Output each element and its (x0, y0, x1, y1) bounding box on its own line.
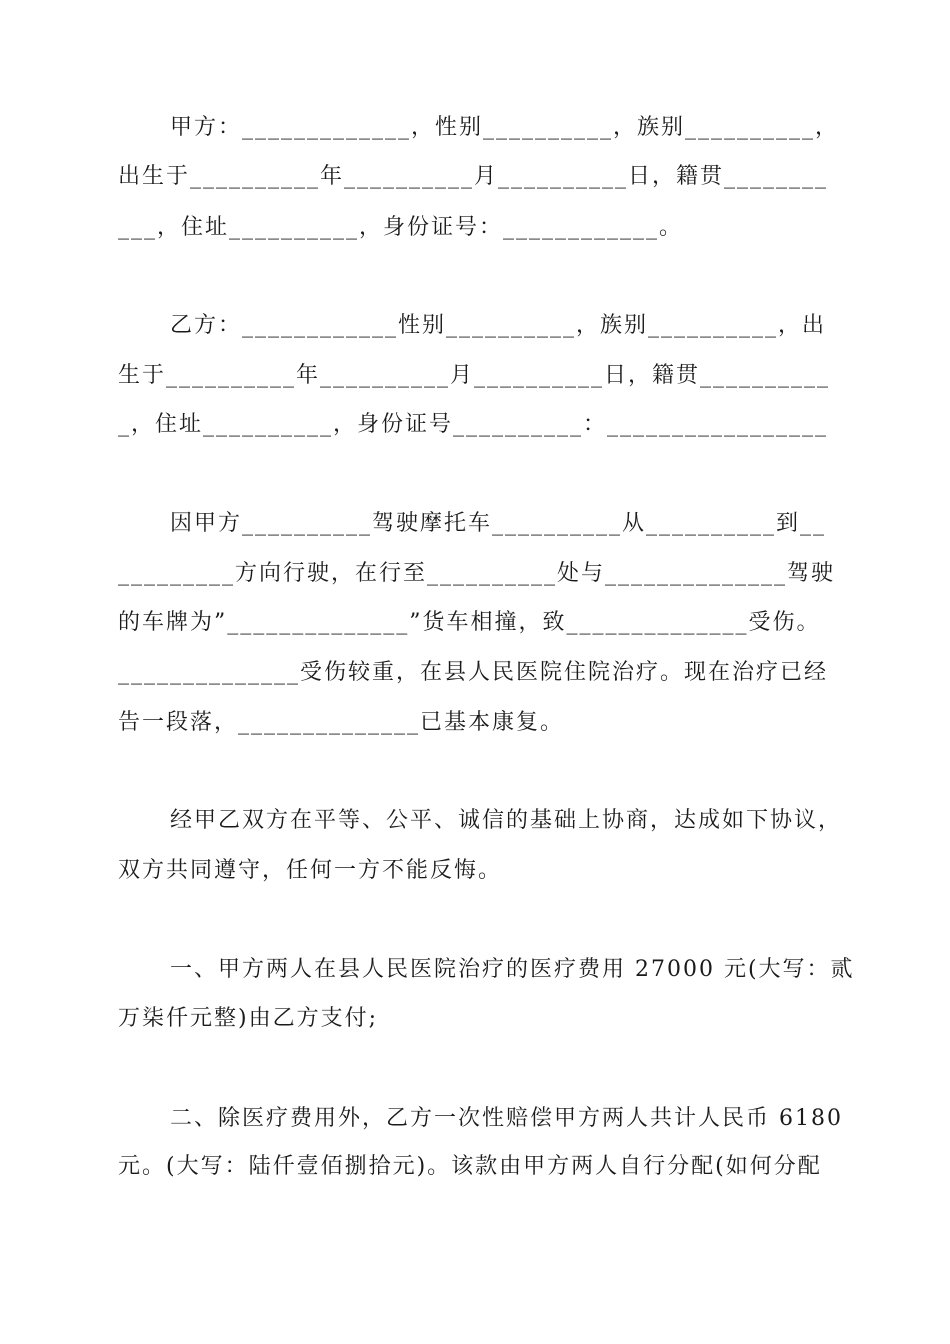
incident-line-4: ______________受伤较重，在县人民医院住院治疗。现在治疗已经 (118, 660, 829, 685)
party-b-line-2: 生于__________年__________月__________日，籍贯__________ (118, 363, 831, 388)
clause-one-line-1: 一、甲方两人在县人民医院治疗的医疗费用 27000 元(大写：贰 (170, 957, 855, 982)
party-a-line-2: 出生于__________年__________月__________日，籍贯________ (118, 164, 829, 189)
agreement-line-2: 双方共同遵守，任何一方不能反悔。 (118, 858, 503, 883)
incident-line-3: 的车牌为”______________”货车相撞，致______________受伤。 (118, 610, 821, 635)
party-a-line-1: 甲方：_____________，性别__________，族别__________， (170, 115, 840, 140)
party-b-line-1: 乙方：____________性别__________，族别__________，出 (170, 313, 827, 338)
clause-two-line-2: 元。(大写：陆仟壹佰捌拾元)。该款由甲方两人自行分配(如何分配 (118, 1154, 822, 1179)
incident-line-2: _________方向行驶，在行至__________处与______________驾驶 (118, 561, 836, 586)
incident-line-5: 告一段落，______________已基本康复。 (118, 710, 565, 735)
agreement-line-1: 经甲乙双方在平等、公平、诚信的基础上协商，达成如下协议， (170, 808, 843, 833)
party-b-line-3: _，住址__________，身份证号__________：_________________ (118, 412, 829, 437)
clause-one-line-2: 万柒仟元整)由乙方支付; (118, 1006, 378, 1031)
incident-line-1: 因甲方__________驾驶摩托车__________从__________到__ (170, 511, 827, 536)
clause-two-line-1: 二、除医疗费用外，乙方一次性赔偿甲方两人共计人民币 6180 (170, 1106, 843, 1131)
party-a-line-3: ___，住址__________，身份证号：____________。 (118, 215, 684, 240)
